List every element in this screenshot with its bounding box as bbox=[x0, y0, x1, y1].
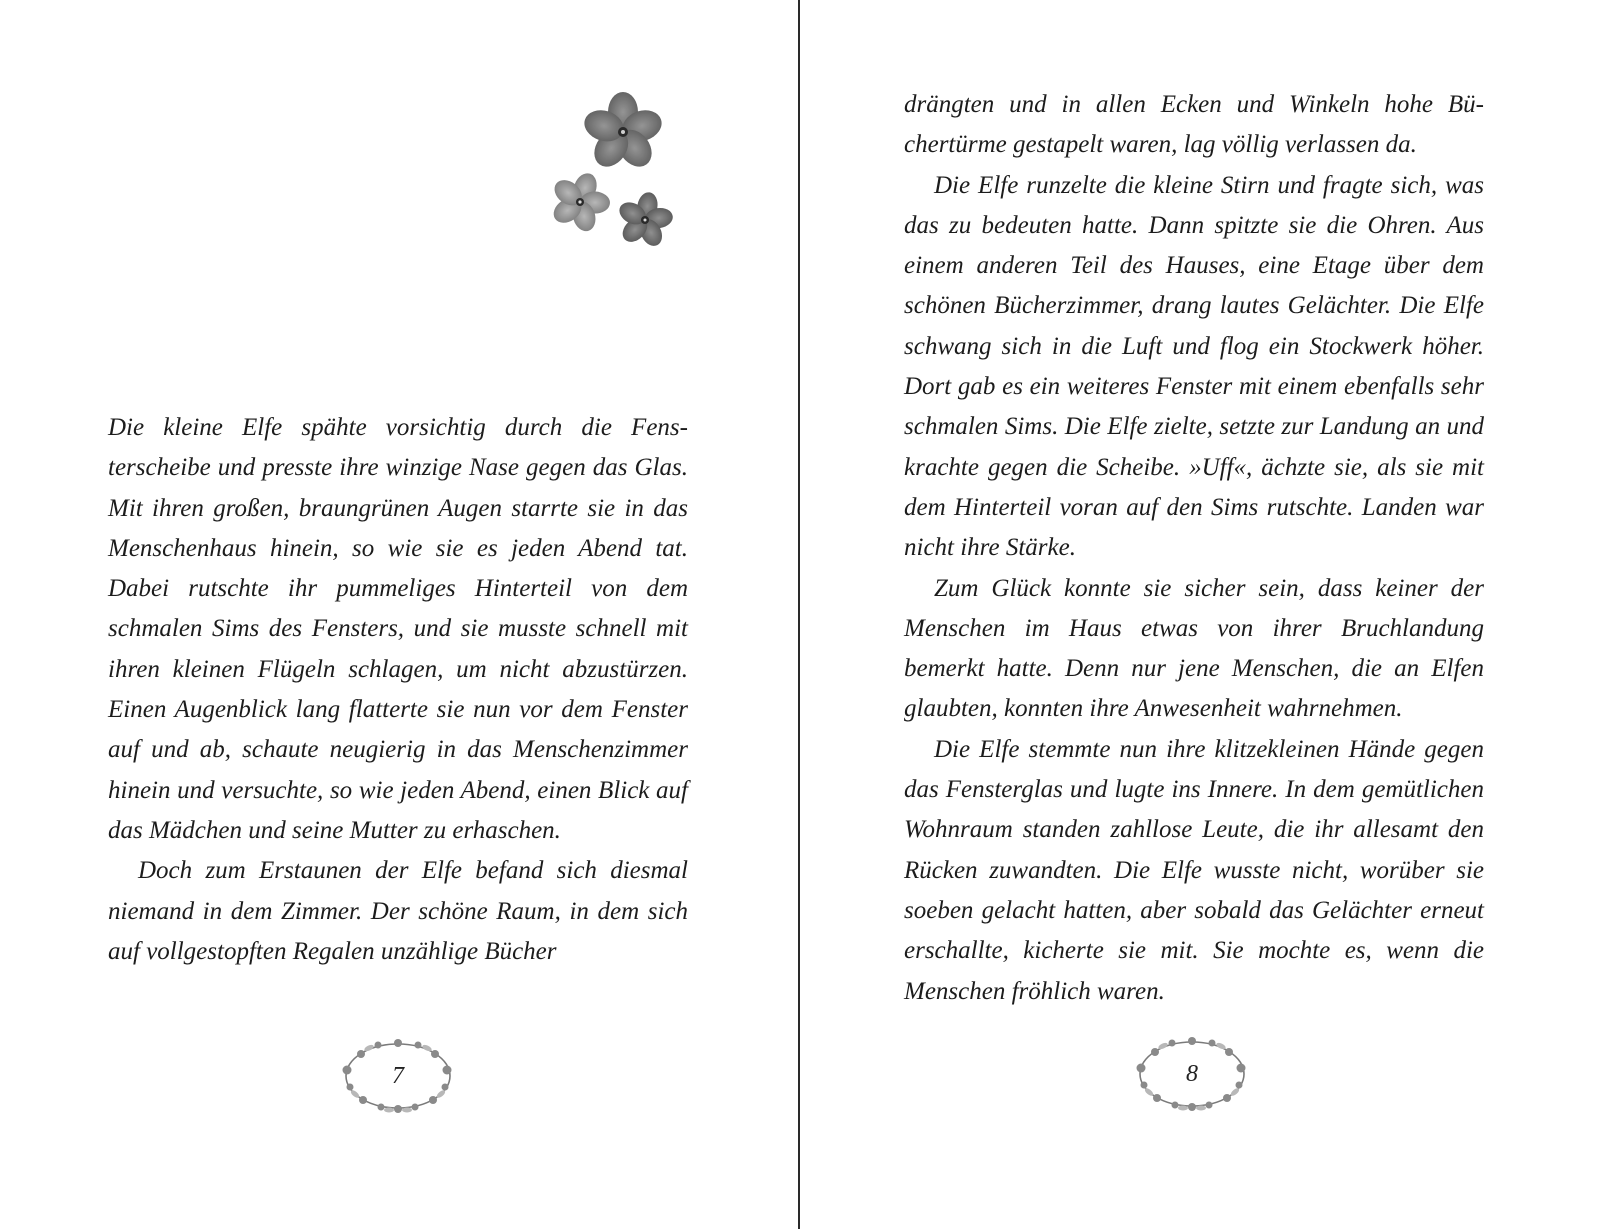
paragraph: Die kleine Elfe spähte vorsichtig durch die Fensterscheibe und presste ihre winzige Nase gegen das Glas. Mit ihren großen, braungrünen Augen starrte sie in das Menschenhaus hinein, so wie sie es jeden Abend tat. Dabei rutschte ihr pummeliges Hinterteil von dem schmalen Sims des Fensters, und sie musste schnell mit ihren kleinen Flügeln schlagen, um nicht abzustürzen. Einen Augenblick lang flatterte sie nun vor dem Fenster auf und ab, schaute neugierig in das Menschenzimmer hinein und versuchte, so wie jeden Abend, einen Blick auf das Mädchen und seine Mutter zu erhaschen. bbox=[108, 414, 688, 844]
left-page-text bbox=[108, 408, 688, 972]
page-number: 7 bbox=[392, 1063, 404, 1089]
page-number-ornament bbox=[333, 1032, 463, 1122]
forget-me-not-flowers-icon bbox=[548, 90, 698, 260]
left-page bbox=[0, 0, 798, 1229]
right-page bbox=[800, 0, 1600, 1229]
right-page-text bbox=[904, 85, 1484, 1012]
paragraph: Zum Glück konnte sie sicher sein, dass keiner der Menschen im Haus etwas von ihrer Bruchlandung bemerkt hatte. Denn nur jene Menschen, die an Elfen glaubten, konnten ihre Anwesenheit wahrnehmen. bbox=[904, 574, 1484, 723]
paragraph: Die Elfe runzelte die kleine Stirn und fragte sich, was das zu bedeuten hatte. Dann spitzte sie die Ohren. Aus einem anderen Teil des Hauses, eine Etage über dem schönen Bücherzimmer, drang lautes Gelächter. Die Elfe schwang sich in die Luft und flog ein Stockwerk höher. Dort gab es ein weiteres Fenster mit einem ebenfalls sehr schmalen Sims. Die Elfe zielte, setzte zur Landung an und krachte gegen die Scheibe. »Uff«, ächzte sie, als sie mit dem Hinterteil voran auf den Sims rutschte. Landen war nicht ihre Stärke. bbox=[904, 171, 1484, 562]
paragraph: Doch zum Erstaunen der Elfe befand sich diesmal niemand in dem Zimmer. Der schöne Raum, in dem sich auf vollgestopften Regalen unzählige Bücher bbox=[108, 857, 688, 965]
page-number-ornament bbox=[1127, 1030, 1257, 1120]
paragraph: Die Elfe stemmte nun ihre klitzekleinen Hände gegen das Fensterglas und lugte ins Innere. In dem gemütlichen Wohnraum standen zahllose Leute, die ihr allesamt den Rücken zuwandten. Die Elfe wusste nicht, worüber sie soeben gelacht hatten, aber sobald das Gelächter erneut erschallte, kicherte sie mit. Sie mochte es, wenn die Menschen fröhlich waren. bbox=[904, 735, 1484, 1005]
paragraph: drängten und in allen Ecken und Winkeln hohe Büchertürme gestapelt waren, lag völlig verlassen da. bbox=[904, 91, 1484, 159]
page-number: 8 bbox=[1186, 1061, 1198, 1087]
